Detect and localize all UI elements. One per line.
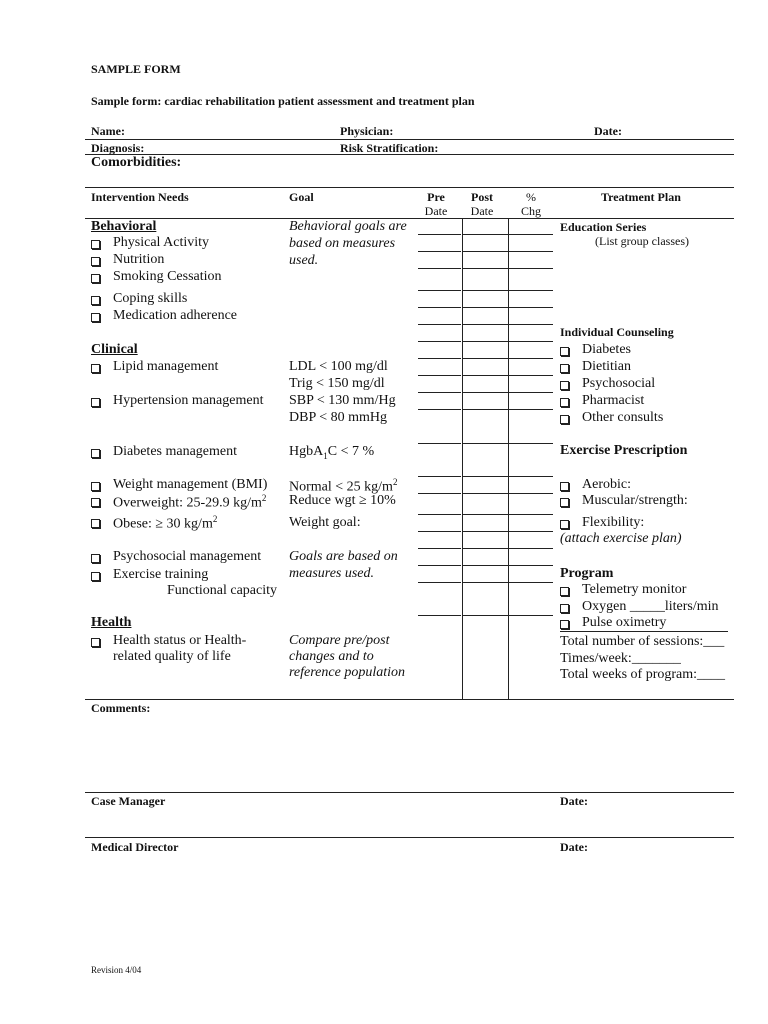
checkbox-icon: [560, 498, 569, 507]
entry-row-line: [418, 531, 461, 532]
section-behavioral: Behavioral: [91, 219, 157, 234]
case-manager-label: Case Manager: [91, 794, 166, 808]
entry-row-line: [418, 307, 461, 308]
checkbox-psychosocial-management[interactable]: Psychosocial management: [91, 549, 261, 565]
checkbox-health-status[interactable]: Health status or Health-: [91, 633, 246, 649]
checkbox-weight-management[interactable]: Weight management (BMI): [91, 477, 267, 493]
diagnosis-label: Diagnosis:: [91, 141, 145, 155]
entry-row-line: [509, 582, 553, 583]
entry-row-line: [418, 392, 461, 393]
times-per-week-field[interactable]: Times/week:_______: [560, 651, 681, 666]
col-goal: Goal: [289, 190, 314, 204]
checkbox-smoking-cessation[interactable]: Smoking Cessation: [91, 269, 222, 285]
goal-sbp: SBP < 130 mm/Hg: [289, 393, 396, 408]
entry-row-line: [509, 234, 553, 235]
entry-row-line: [418, 476, 461, 477]
divider: [85, 154, 734, 155]
health-goal-line2: changes and to: [289, 649, 374, 664]
checkbox-icon: [91, 313, 100, 322]
entry-row-line: [509, 565, 553, 566]
entry-row-line: [463, 290, 508, 291]
form-subtitle: Sample form: cardiac rehabilitation patient assessment and treatment plan: [91, 94, 475, 108]
checkbox-coping-skills[interactable]: Coping skills: [91, 291, 187, 307]
entry-row-line: [463, 268, 508, 269]
checkbox-icon: [560, 398, 569, 407]
health-goal-line3: reference population: [289, 665, 405, 680]
total-weeks-field[interactable]: Total weeks of program:____: [560, 667, 726, 682]
checkbox-diabetes[interactable]: Diabetes: [560, 342, 631, 358]
education-series-heading: Education Series: [560, 220, 647, 234]
col-intervention-needs: Intervention Needs: [91, 190, 189, 204]
checkbox-icon: [91, 554, 100, 563]
entry-row-line: [418, 324, 461, 325]
section-health: Health: [91, 615, 132, 630]
entry-row-line: [418, 493, 461, 494]
checkbox-icon: [91, 519, 100, 528]
checkbox-icon: [91, 449, 100, 458]
checkbox-icon: [560, 520, 569, 529]
goal-hgba1c: HgbA$_1$C < 7 %: [289, 444, 375, 461]
checkbox-medication-adherence[interactable]: Medication adherence: [91, 308, 237, 324]
functional-capacity-label: Functional capacity: [167, 583, 278, 598]
entry-row-line: [463, 548, 508, 549]
checkbox-pulse-oximetry[interactable]: Pulse oximetry: [560, 615, 666, 631]
entry-row-line: [509, 392, 553, 393]
entry-row-line: [509, 476, 553, 477]
behavioral-goal-line2: based on measures: [289, 236, 396, 251]
entry-row-line: [463, 392, 508, 393]
divider: [85, 699, 734, 700]
entry-row-line: [463, 476, 508, 477]
total-sessions-field[interactable]: Total number of sessions:___: [560, 634, 725, 649]
entry-row-line: [463, 493, 508, 494]
checkbox-icon: [91, 572, 100, 581]
entry-row-line: [509, 375, 553, 376]
checkbox-icon: [560, 381, 569, 390]
name-label: Name:: [91, 124, 125, 138]
checkbox-icon: [560, 347, 569, 356]
entry-row-line: [463, 443, 508, 444]
entry-row-line: [509, 615, 553, 616]
entry-row-line: [463, 341, 508, 342]
entry-row-line: [509, 307, 553, 308]
col-percent: %: [526, 190, 536, 204]
checkbox-icon: [560, 482, 569, 491]
attach-exercise-plan-note: (attach exercise plan): [560, 531, 682, 546]
entry-row-line: [463, 307, 508, 308]
entry-row-line: [418, 358, 461, 359]
entry-row-line: [509, 290, 553, 291]
checkbox-icon: [560, 415, 569, 424]
entry-row-line: [509, 514, 553, 515]
entry-row-line: [463, 251, 508, 252]
col-post-date: Date: [470, 204, 494, 218]
risk-stratification-label: Risk Stratification:: [340, 141, 439, 155]
checkbox-icon: [560, 620, 569, 629]
entry-row-line: [463, 324, 508, 325]
checkbox-nutrition[interactable]: Nutrition: [91, 252, 164, 268]
divider: [85, 187, 734, 188]
health-status-line2: related quality of life: [113, 649, 231, 664]
entry-row-line: [418, 375, 461, 376]
checkbox-icon: [91, 364, 100, 373]
entry-row-line: [418, 548, 461, 549]
psychosocial-goal-line2: measures used.: [289, 566, 375, 581]
entry-row-line: [509, 443, 553, 444]
entry-row-line: [418, 251, 461, 252]
checkbox-flexibility[interactable]: Flexibility:: [560, 515, 644, 531]
behavioral-goal-line3: used.: [289, 253, 319, 268]
checkbox-icon: [91, 296, 100, 305]
col-pre: Pre: [427, 190, 445, 204]
entry-row-line: [463, 615, 508, 616]
checkbox-pharmacist[interactable]: Pharmacist: [560, 393, 644, 409]
entry-row-line: [463, 582, 508, 583]
comments-field[interactable]: [91, 716, 731, 790]
entry-row-line: [418, 234, 461, 235]
checkbox-dietitian[interactable]: Dietitian: [560, 359, 631, 375]
divider: [85, 837, 734, 838]
entry-row-line: [509, 548, 553, 549]
entry-row-line: [509, 251, 553, 252]
entry-row-line: [463, 409, 508, 410]
entry-row-line: [509, 531, 553, 532]
entry-row-line: [463, 565, 508, 566]
checkbox-other-consults[interactable]: Other consults: [560, 410, 663, 426]
checkbox-icon: [91, 398, 100, 407]
behavioral-goal-line1: Behavioral goals are: [289, 219, 407, 234]
goal-dbp: DBP < 80 mmHg: [289, 410, 387, 425]
checkbox-exercise-training[interactable]: Exercise training: [91, 567, 208, 583]
entry-row-line: [463, 358, 508, 359]
divider: [560, 631, 728, 632]
medical-director-date-label: Date:: [560, 840, 588, 854]
checkbox-icon: [91, 257, 100, 266]
checkbox-muscular-strength[interactable]: Muscular/strength:: [560, 493, 688, 509]
checkbox-psychosocial[interactable]: Psychosocial: [560, 376, 655, 392]
goal-weight: Weight goal:: [289, 515, 361, 530]
entry-row-line: [418, 565, 461, 566]
checkbox-icon: [91, 638, 100, 647]
form-title: SAMPLE FORM: [91, 62, 181, 76]
medical-director-label: Medical Director: [91, 840, 179, 854]
col-treatment-plan: Treatment Plan: [601, 190, 681, 204]
entry-row-line: [418, 514, 461, 515]
entry-row-line: [463, 375, 508, 376]
entry-row-line: [418, 409, 461, 410]
goal-reduce-weight: Reduce wgt ≥ 10%: [289, 493, 396, 508]
divider: [85, 792, 734, 793]
checkbox-icon: [91, 274, 100, 283]
divider: [85, 139, 734, 140]
date-label: Date:: [594, 124, 622, 138]
entry-row-line: [418, 341, 461, 342]
entry-row-line: [509, 324, 553, 325]
checkbox-icon: [560, 364, 569, 373]
entry-row-line: [463, 514, 508, 515]
checkbox-diabetes-management[interactable]: Diabetes management: [91, 444, 237, 460]
entry-row-line: [509, 409, 553, 410]
health-goal-line1: Compare pre/post: [289, 633, 390, 648]
entry-row-line: [418, 268, 461, 269]
goal-normal-bmi: Normal < 25 $kg/m^2$: [289, 477, 398, 495]
psychosocial-goal-line1: Goals are based on: [289, 549, 398, 564]
checkbox-icon: [91, 482, 100, 491]
entry-row-line: [418, 290, 461, 291]
goal-trig: Trig < 150 mg/dl: [289, 376, 385, 391]
comorbidities-label: Comorbidities:: [91, 155, 182, 170]
checkbox-oxygen[interactable]: Oxygen _____liters/min: [560, 599, 719, 615]
entry-row-line: [418, 582, 461, 583]
comments-label: Comments:: [91, 701, 151, 715]
individual-counseling-heading: Individual Counseling: [560, 325, 674, 339]
goal-ldl: LDL < 100 mg/dl: [289, 359, 388, 374]
case-manager-date-label: Date:: [560, 794, 588, 808]
checkbox-icon: [560, 604, 569, 613]
physician-label: Physician:: [340, 124, 394, 138]
entry-row-line: [418, 443, 461, 444]
checkbox-physical-activity[interactable]: Physical Activity: [91, 235, 209, 251]
revision-note: Revision 4/04: [91, 965, 142, 975]
checkbox-telemetry-monitor[interactable]: Telemetry monitor: [560, 582, 686, 598]
checkbox-aerobic[interactable]: Aerobic:: [560, 477, 631, 493]
entry-row-line: [418, 615, 461, 616]
entry-row-line: [463, 234, 508, 235]
checkbox-obese[interactable]: Obese: ≥ 30 $kg/m^2$: [91, 514, 217, 533]
entry-row-line: [509, 341, 553, 342]
section-clinical: Clinical: [91, 342, 138, 357]
exercise-prescription-heading: Exercise Prescription: [560, 443, 688, 458]
col-post: Post: [471, 190, 493, 204]
checkbox-icon: [91, 240, 100, 249]
entry-row-line: [509, 358, 553, 359]
checkbox-overweight[interactable]: Overweight: 25-29.9 $kg/m^2$: [91, 493, 266, 512]
checkbox-icon: [560, 587, 569, 596]
program-heading: Program: [560, 566, 614, 581]
entry-row-line: [509, 493, 553, 494]
entry-row-line: [509, 268, 553, 269]
checkbox-hypertension-management[interactable]: Hypertension management: [91, 393, 263, 409]
col-pre-date: Date: [424, 204, 448, 218]
checkbox-lipid-management[interactable]: Lipid management: [91, 359, 218, 375]
divider: [85, 218, 734, 219]
education-series-sub: (List group classes): [595, 234, 689, 248]
col-change: Chg: [520, 204, 541, 218]
entry-row-line: [463, 531, 508, 532]
checkbox-icon: [91, 498, 100, 507]
